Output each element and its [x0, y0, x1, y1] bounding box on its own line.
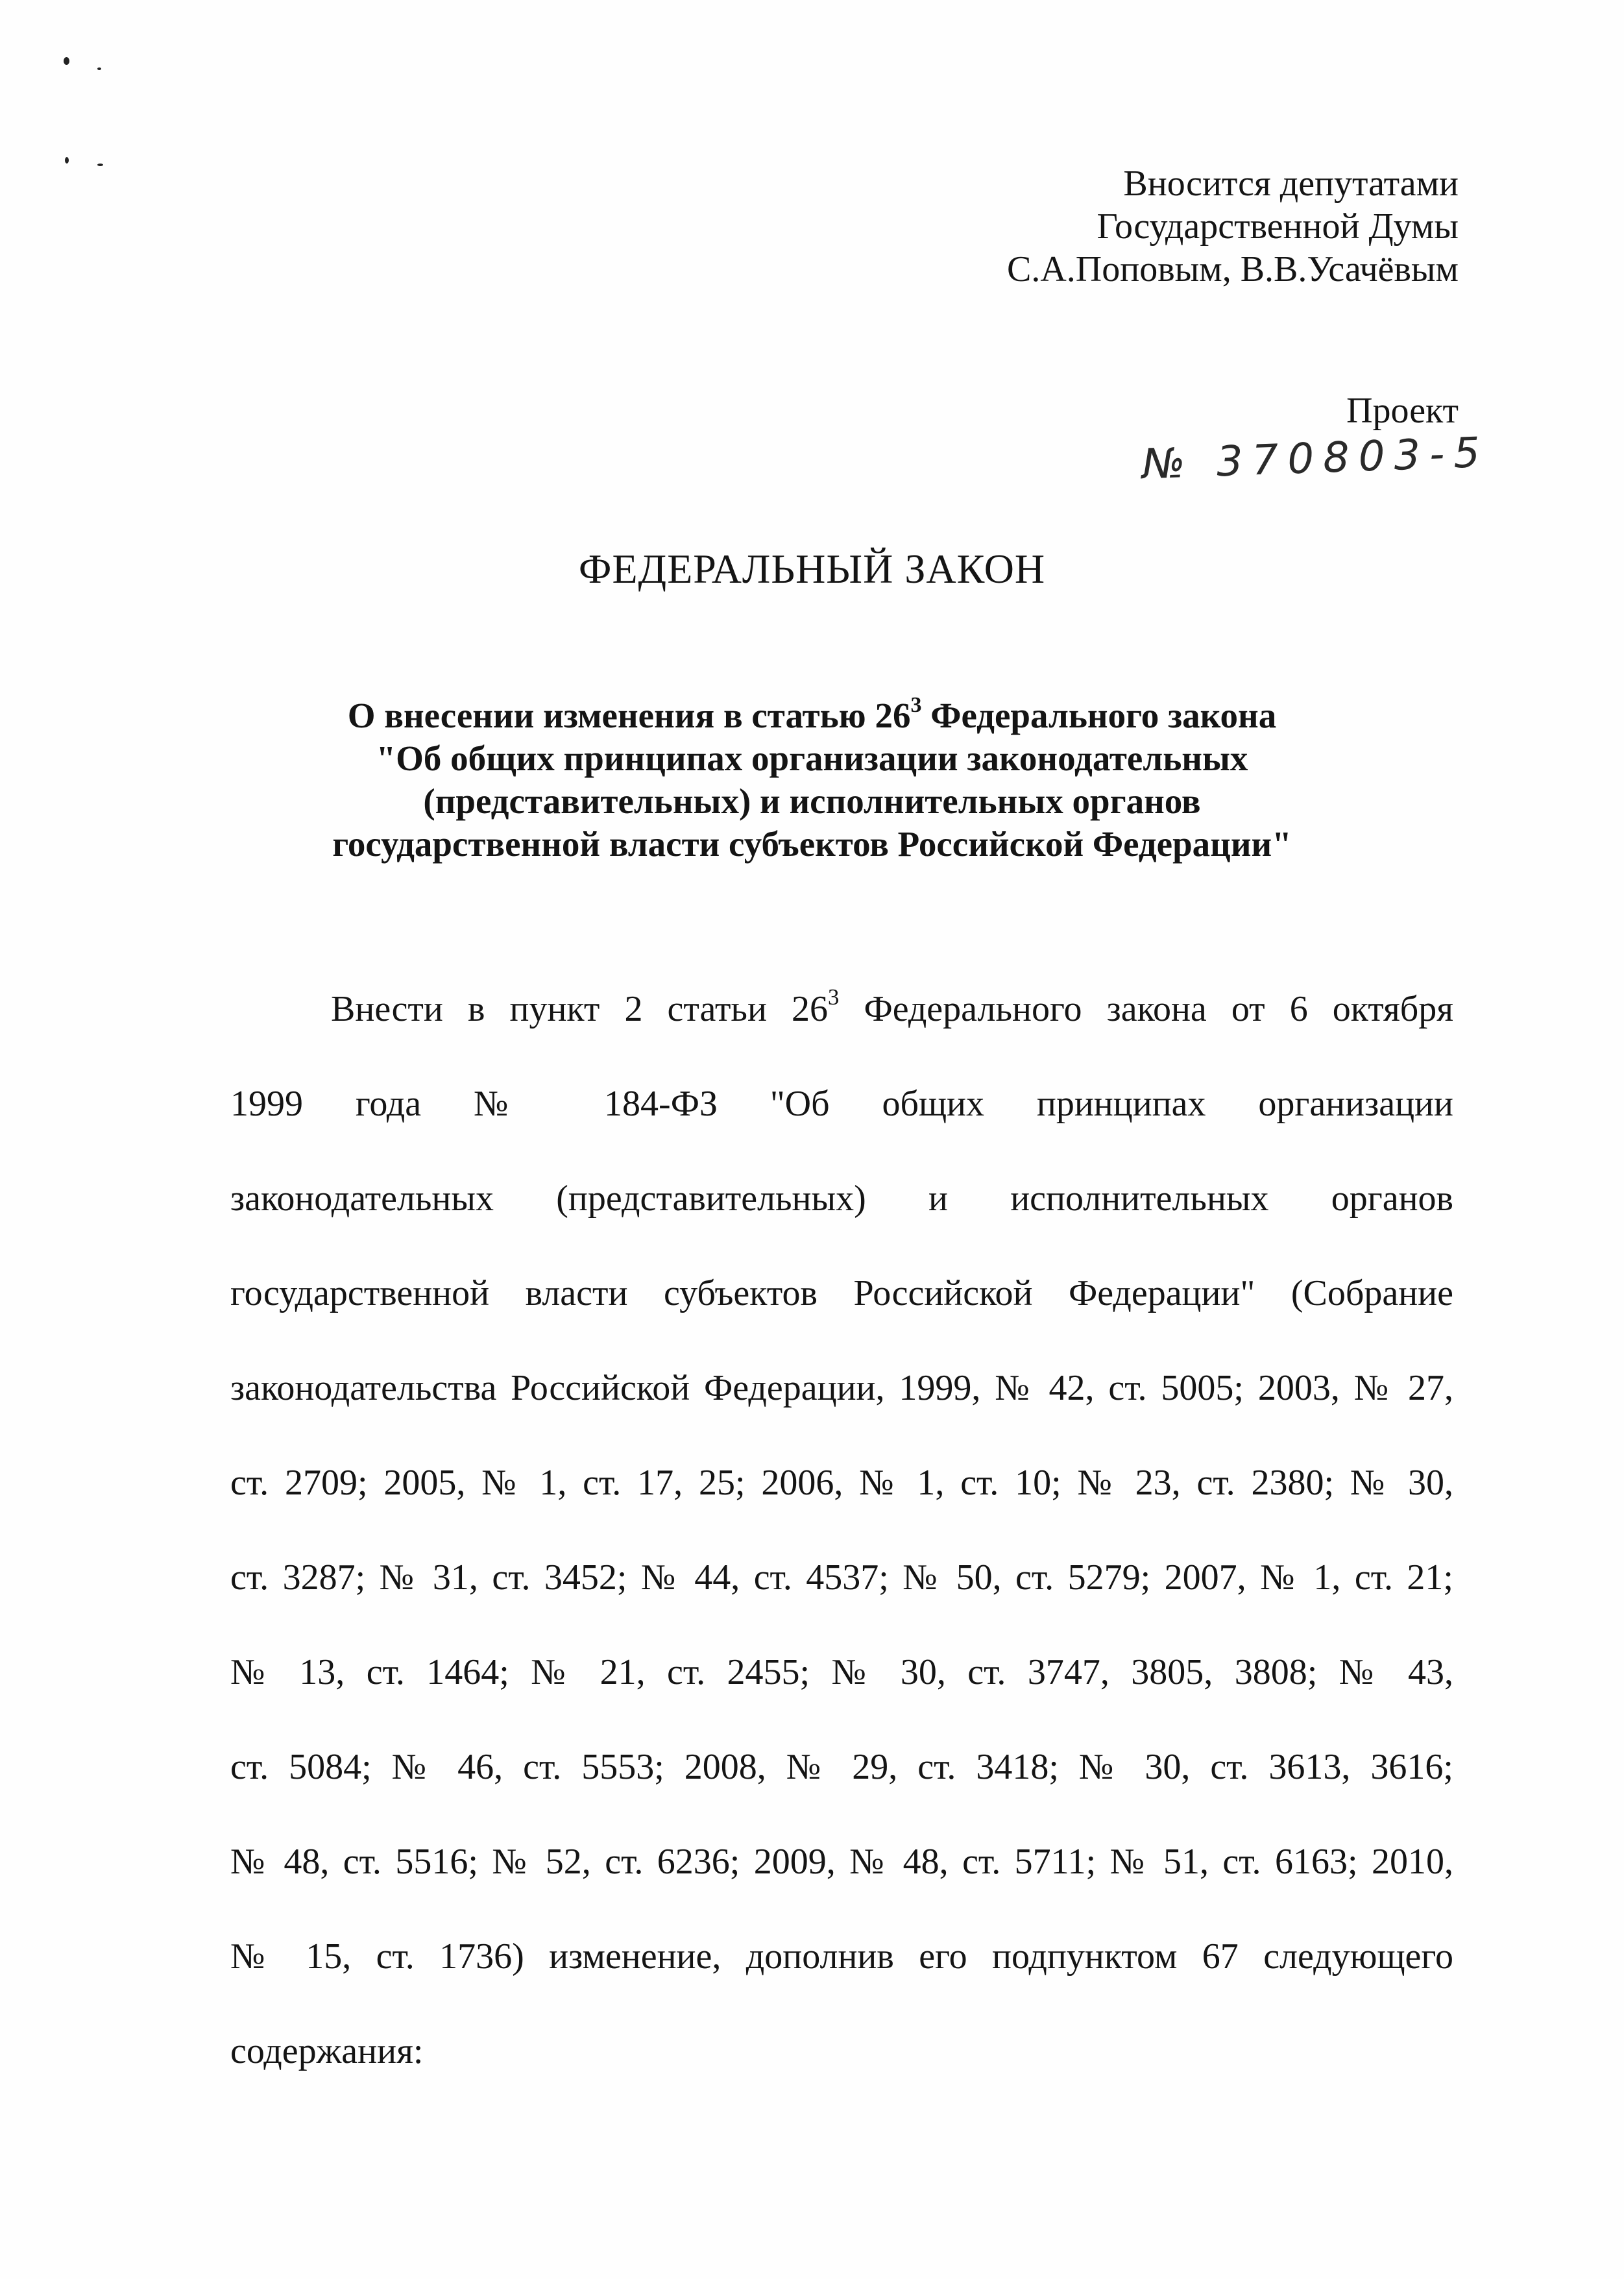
body-line: 1999 года № 184-ФЗ "Об общих принципах организации [230, 1084, 1453, 1124]
superscript: 3 [828, 984, 840, 1010]
body-line: ст. 5084; № 46, ст. 5553; 2008, № 29, ст. 3418; № 30, ст. 3613, 3616; [230, 1747, 1453, 1787]
project-label: Проект [1346, 391, 1459, 431]
body-paragraph [230, 984, 1453, 2125]
body-text: Внести в пункт 2 статьи 26 [331, 989, 829, 1029]
scan-speck [65, 157, 69, 164]
subtitle-text: О внесении изменения в статью 26 [347, 696, 911, 735]
body-line: № 13, ст. 1464; № 21, ст. 2455; № 30, ст. 3747, 3805, 3808; № 43, [230, 1652, 1453, 1692]
subtitle-line [0, 694, 1624, 737]
body-line: ст. 3287; № 31, ст. 3452; № 44, ст. 4537; № 50, ст. 5279; 2007, № 1, ст. 21; [230, 1557, 1453, 1598]
body-line: № 48, ст. 5516; № 52, ст. 6236; 2009, № 48, ст. 5711; № 51, ст. 6163; 2010, [230, 1842, 1453, 1882]
body-line [230, 984, 1453, 1082]
scan-speck [64, 57, 69, 65]
body-line: законодательных (представительных) и исполнительных органов [230, 1178, 1453, 1219]
scan-speck [97, 67, 101, 70]
subtitle-line: "Об общих принципах организации законодательных [376, 738, 1248, 778]
superscript: 3 [910, 692, 922, 717]
subtitle-line: государственной власти субъектов Российской Федерации" [332, 824, 1292, 864]
body-text: Федерального закона от 6 октября [839, 989, 1453, 1029]
body-line: ст. 2709; 2005, № 1, ст. 17, 25; 2006, № 1, ст. 10; № 23, ст. 2380; № 30, [230, 1463, 1453, 1503]
sender-line: Государственной Думы [1097, 206, 1459, 247]
body-line: № 15, ст. 1736) изменение, дополнив его подпунктом 67 следующего [230, 1936, 1453, 1977]
sender-line: С.А.Поповым, В.В.Усачёвым [1006, 249, 1459, 289]
sender-block [1007, 162, 1459, 291]
law-subtitle [0, 694, 1624, 866]
law-title: ФЕДЕРАЛЬНЫЙ ЗАКОН [578, 546, 1046, 592]
sender-line: Вносится депутатами [1123, 164, 1459, 204]
subtitle-text: Федерального закона [921, 696, 1277, 735]
body-line: содержания: [230, 2031, 424, 2071]
body-line: законодательства Российской Федерации, 1999, № 42, ст. 5005; 2003, № 27, [230, 1368, 1453, 1408]
handwritten-registration-number: № 370803-5 [1141, 428, 1490, 489]
body-line: государственной власти субъектов Российской Федерации" (Собрание [230, 1273, 1453, 1313]
subtitle-line: (представительных) и исполнительных органов [423, 781, 1201, 821]
scan-speck [97, 164, 103, 166]
